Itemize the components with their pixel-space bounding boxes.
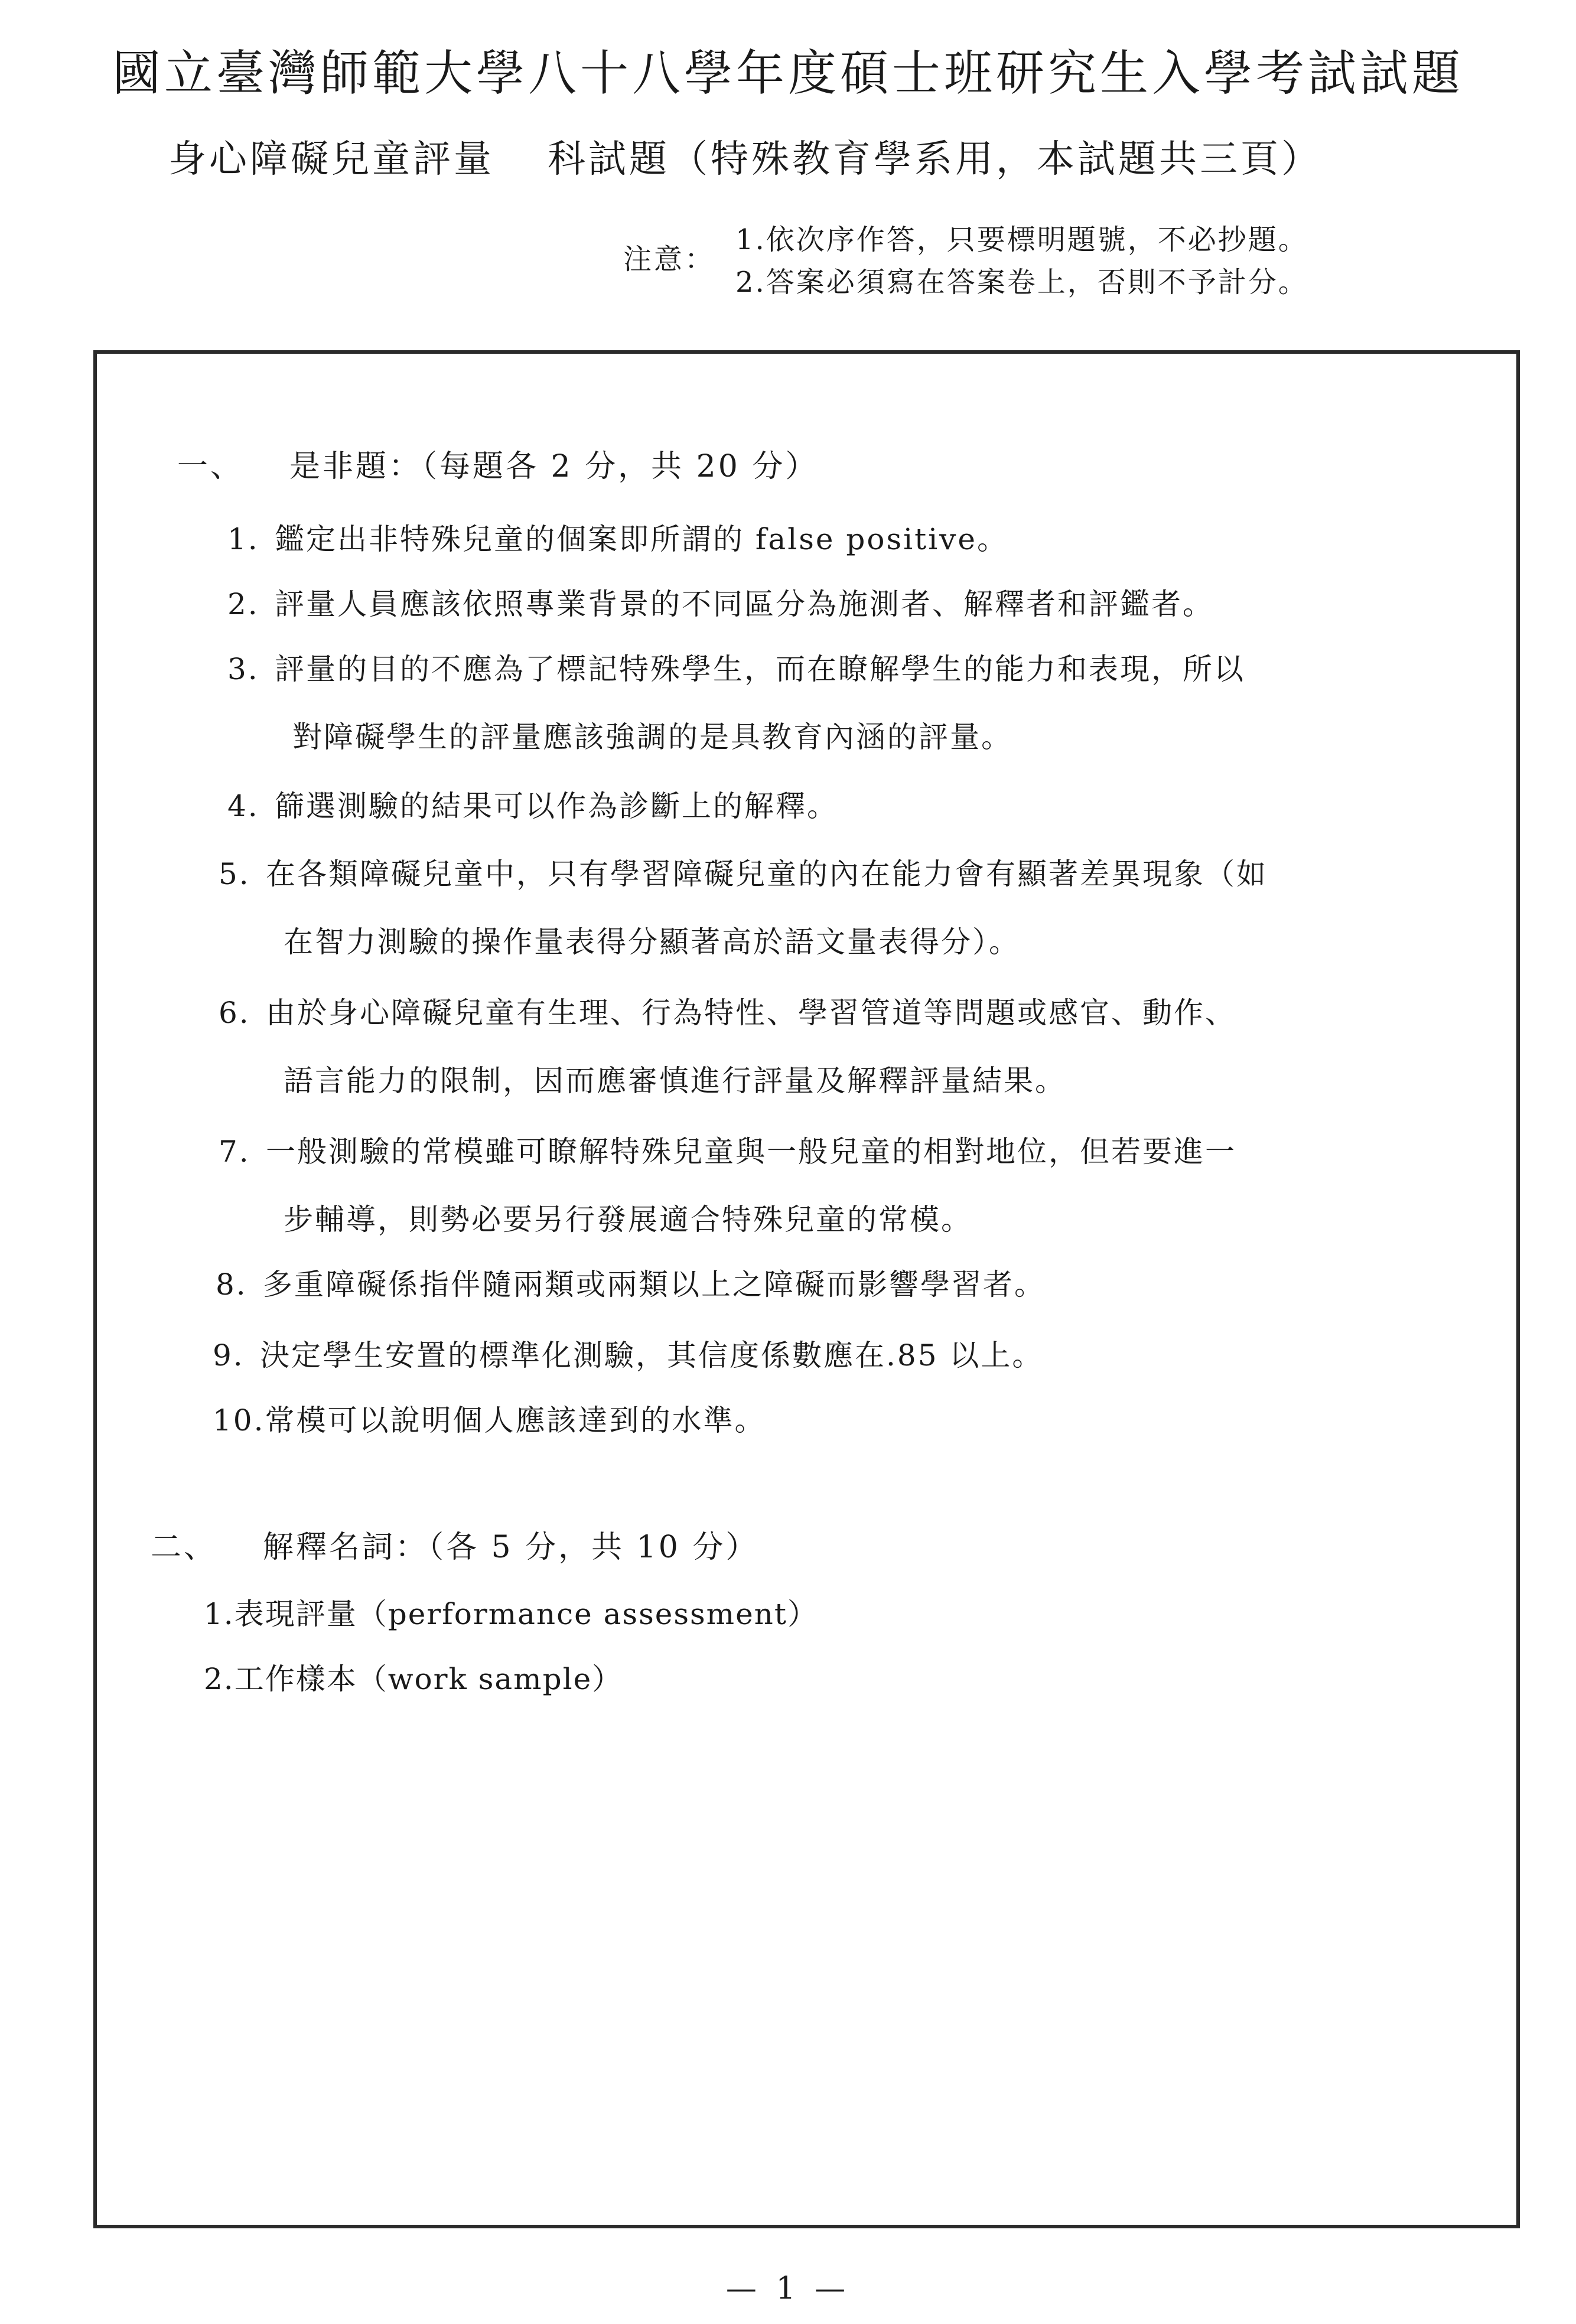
exam-title: 國立臺灣師範大學八十八學年度碩士班研究生入學考試試題 bbox=[112, 45, 1464, 102]
section-1-title: 是非題：（每題各 2 分，共 20 分） bbox=[289, 449, 819, 484]
note-item: 2.答案必須寫在答案卷上，否則不予計分。 bbox=[735, 266, 1308, 299]
page-number: — 1 — bbox=[725, 2271, 851, 2306]
question-item: 1. 鑑定出非特殊兒童的個案即所謂的 false positive。 bbox=[227, 522, 1009, 556]
subject-name: 身心障礙兒童評量 bbox=[168, 138, 494, 181]
term-item: 1.表現評量（performance assessment） bbox=[204, 1597, 818, 1631]
section-1-heading bbox=[177, 446, 818, 487]
question-item: 5. 在各類障礙兒童中，只有學習障礙兒童的內在能力會有顯著差異現象（如 在智力測驗的操作量表得分顯著高於語文量表得分）。 bbox=[219, 857, 1268, 959]
exam-subtitle bbox=[168, 133, 1322, 186]
question-item: 8. 多重障礙係指伴隨兩類或兩類以上之障礙而影響學習者。 bbox=[216, 1267, 1046, 1302]
question-item: 6. 由於身心障礙兒童有生理、行為特性、學習管道等問題或感官、動作、 語言能力的限制，因而應審慎進行評量及解釋評量結果。 bbox=[219, 996, 1236, 1098]
note-item: 1.依次序作答，只要標明題號，不必抄題。 bbox=[735, 223, 1308, 256]
question-item: 3. 評量的目的不應為了標記特殊學生，而在瞭解學生的能力和表現，所以 對障礙學生的評量應該強調的是具教育內涵的評量。 bbox=[227, 652, 1245, 754]
notes-list bbox=[735, 219, 1308, 304]
question-item: 10.常模可以說明個人應該達到的水準。 bbox=[213, 1403, 766, 1438]
subject-suffix: 科試題（特殊教育學系用，本試題共三頁） bbox=[548, 138, 1322, 181]
section-1-number: 一、 bbox=[177, 449, 244, 484]
section-2-heading bbox=[151, 1527, 758, 1568]
question-item: 4. 篩選測驗的結果可以作為診斷上的解釋。 bbox=[227, 789, 838, 823]
term-item: 2.工作樣本（work sample） bbox=[204, 1662, 623, 1696]
section-2-title: 解釋名詞：（各 5 分，共 10 分） bbox=[263, 1530, 759, 1565]
section-2-number: 二、 bbox=[151, 1530, 217, 1565]
question-item: 7. 一般測驗的常模雖可瞭解特殊兒童與一般兒童的相對地位，但若要進一 步輔導，則勢必要另行發展適合特殊兒童的常模。 bbox=[219, 1135, 1236, 1237]
question-item: 9. 決定學生安置的標準化測驗，其信度係數應在.85 以上。 bbox=[213, 1338, 1044, 1373]
notes-label: 注意： bbox=[623, 243, 716, 276]
question-item: 2. 評量人員應該依照專業背景的不同區分為施測者、解釋者和評鑑者。 bbox=[227, 587, 1214, 621]
